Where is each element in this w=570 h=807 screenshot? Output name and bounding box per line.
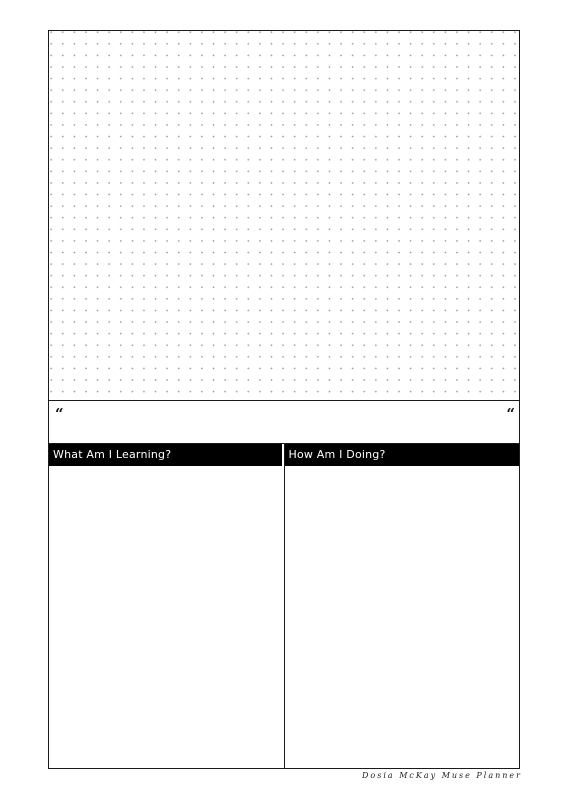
learning-column[interactable] (49, 444, 285, 768)
footer-brand: Dosia McKay Muse Planner (362, 771, 522, 780)
reflection-columns (49, 444, 519, 768)
quote-row[interactable] (49, 401, 519, 444)
doing-column[interactable] (285, 444, 520, 768)
planner-page (48, 30, 520, 769)
learning-header: What Am I Learning? (49, 444, 284, 466)
dot-grid-notes-area[interactable] (49, 31, 519, 401)
doing-header: How Am I Doing? (285, 444, 520, 466)
close-quote-mark: “ (506, 405, 515, 423)
open-quote-mark: “ (55, 405, 64, 423)
